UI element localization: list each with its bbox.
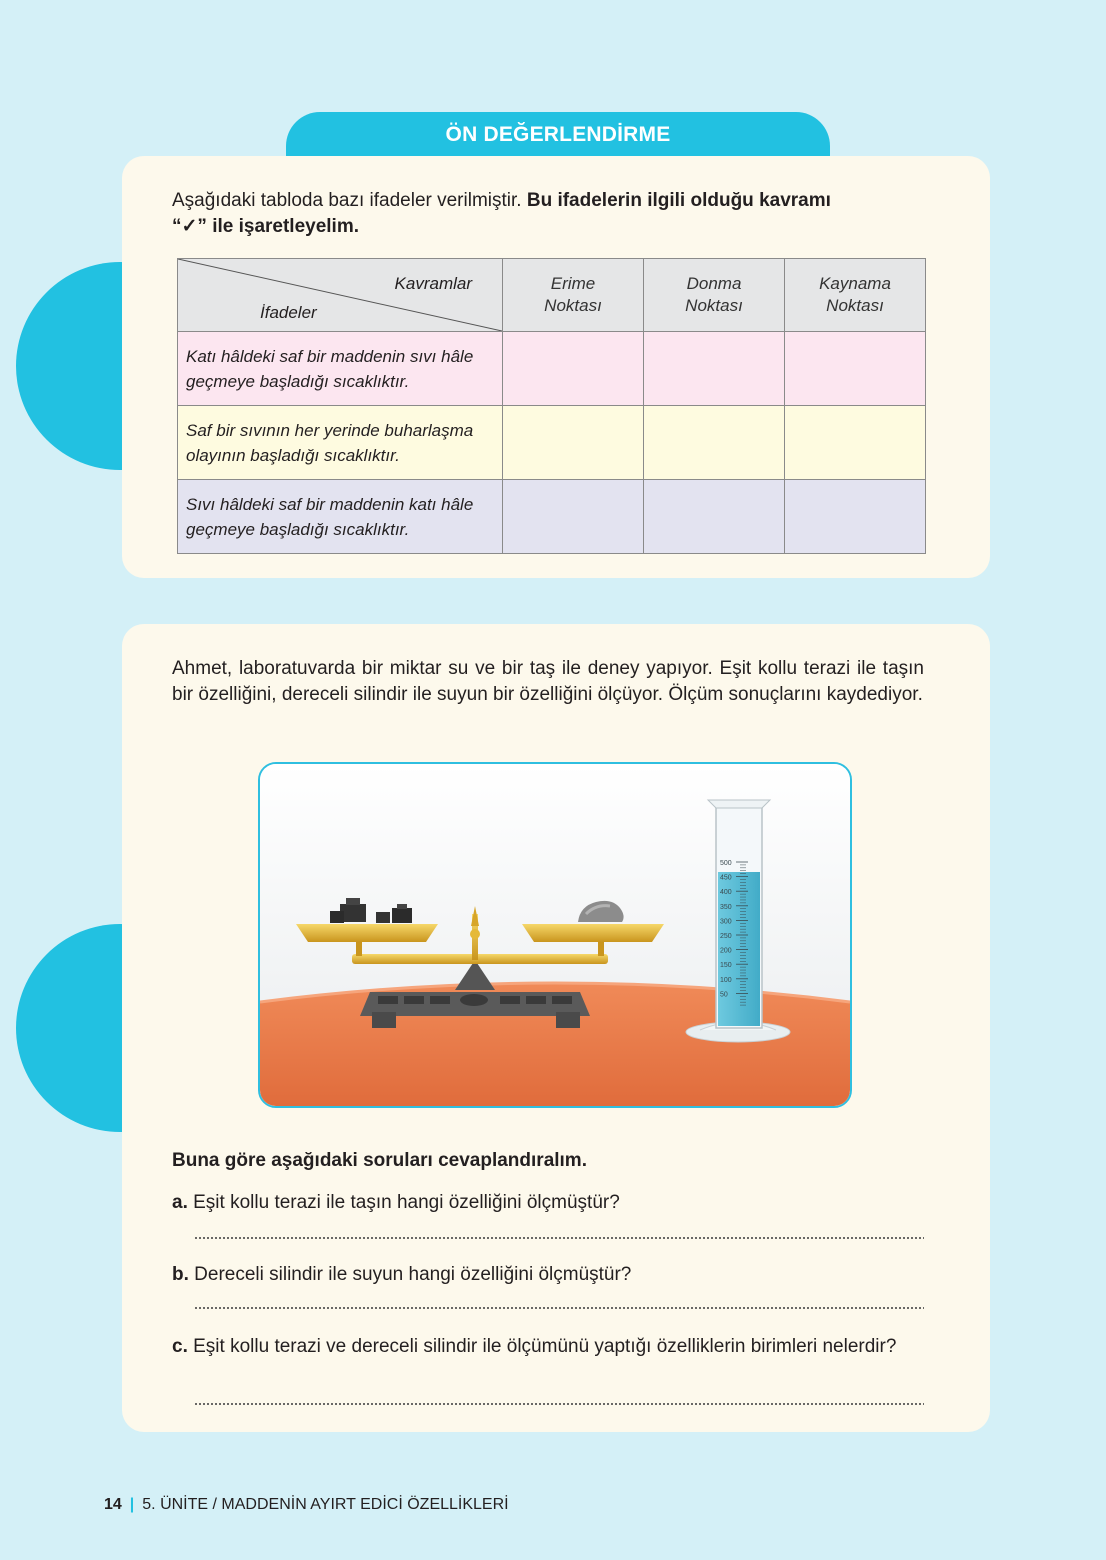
question-2-scenario: Ahmet, laboratuvarda bir miktar su ve bir taş ile deney yapıyor. Eşit kollu terazi ile taşın bir özelliğini, dereceli silindir ile suyun bir özelliğini ölçüyor. Ölçüm sonuçlarını kaydediyor.: [172, 658, 924, 705]
instruction-bold-text: Bu ifadelerin ilgili olduğu kavramı: [526, 190, 831, 211]
table-row: [178, 332, 926, 406]
statement-line: geçmeye başladığı sıcaklıktır.: [186, 519, 410, 539]
statement-cell: [178, 406, 503, 480]
check-cell-freezing[interactable]: [644, 480, 785, 554]
column-header-line: Erime: [550, 274, 596, 293]
scale-label: 400: [720, 889, 732, 897]
question-letter: c.: [172, 1336, 188, 1357]
question-letter: a.: [172, 1192, 188, 1213]
footer-separator: |: [129, 1496, 135, 1513]
column-header-line: Noktası: [685, 296, 743, 315]
check-cell-melting[interactable]: [503, 332, 644, 406]
table-header-row: [178, 259, 926, 332]
check-cell-melting[interactable]: [503, 406, 644, 480]
concept-table: [177, 258, 926, 554]
question-1-instructions: [172, 188, 924, 240]
table-row: [178, 406, 926, 480]
check-cell-melting[interactable]: [503, 480, 644, 554]
question-text: Dereceli silindir ile suyun hangi özelliğini ölçmüştür?: [188, 1264, 632, 1285]
check-cell-boiling[interactable]: [785, 480, 926, 554]
statement-cell: [178, 332, 503, 406]
question-b: [172, 1262, 924, 1287]
statement-line: Saf bir sıvının her yerinde buharlaşma: [186, 420, 474, 440]
column-header-line: Donma: [686, 274, 742, 293]
check-cell-freezing[interactable]: [644, 332, 785, 406]
scale-label: 50: [720, 991, 728, 999]
corner-label-concepts: Kavramlar: [394, 274, 472, 293]
scale-label: 150: [720, 962, 732, 970]
column-header-line: Kaynama: [819, 274, 891, 293]
experiment-illustration: [258, 762, 852, 1108]
check-cell-boiling[interactable]: [785, 406, 926, 480]
question-text: Eşit kollu terazi ile taşın hangi özelliğini ölçmüştür?: [187, 1192, 620, 1213]
scale-label: 100: [720, 976, 732, 984]
table-row: [178, 480, 926, 554]
lab-scene: [260, 764, 850, 1106]
instruction-text: Aşağıdaki tabloda bazı ifadeler verilmiştir.: [172, 190, 527, 211]
unit-title: 5. ÜNİTE / MADDENİN AYIRT EDİCİ ÖZELLİKLERİ: [142, 1496, 509, 1513]
statement-line: olayının başladığı sıcaklıktır.: [186, 445, 400, 465]
section-title: ÖN DEĞERLENDİRME: [445, 123, 671, 146]
question-2-card: [122, 624, 990, 1432]
page-number: 14: [104, 1496, 122, 1513]
column-header-line: Noktası: [544, 296, 602, 315]
check-cell-freezing[interactable]: [644, 406, 785, 480]
statement-line: Katı hâldeki saf bir maddenin sıvı hâle: [186, 346, 474, 366]
question-text: Eşit kollu terazi ve dereceli silindir ile ölçümünü yaptığı özelliklerin birimleri nelerdir?: [187, 1336, 897, 1357]
check-cell-boiling[interactable]: [785, 332, 926, 406]
column-header-boiling-point: [785, 259, 926, 332]
diagonal-line: [178, 259, 502, 331]
statement-line: Sıvı hâldeki saf bir maddenin katı hâle: [186, 494, 474, 514]
statement-cell: [178, 480, 503, 554]
corner-label-statements: İfadeler: [260, 303, 317, 322]
scale-label: 450: [720, 874, 732, 882]
scale-label: 500: [720, 860, 732, 867]
question-c: [172, 1334, 924, 1359]
question-letter: b.: [172, 1264, 189, 1285]
column-header-freezing-point: [644, 259, 785, 332]
scale-label: 350: [720, 903, 732, 911]
answer-line-b[interactable]: [194, 1306, 924, 1310]
questions-heading: Buna göre aşağıdaki soruları cevaplandıralım.: [172, 1150, 587, 1171]
scale-label: 300: [720, 918, 732, 926]
answer-line-a[interactable]: [194, 1236, 924, 1240]
table-corner-cell: [178, 259, 503, 332]
statement-line: geçmeye başladığı sıcaklıktır.: [186, 371, 410, 391]
instruction-bold-text-2: “✓” ile işaretleyelim.: [172, 216, 360, 237]
page-footer: [104, 1496, 509, 1514]
column-header-melting-point: [503, 259, 644, 332]
column-header-line: Noktası: [826, 296, 884, 315]
question-a: [172, 1190, 924, 1215]
scale-label: 250: [720, 933, 732, 940]
scale-label: 200: [720, 947, 732, 955]
answer-line-c[interactable]: [194, 1402, 924, 1406]
question-1-card: [122, 156, 990, 578]
